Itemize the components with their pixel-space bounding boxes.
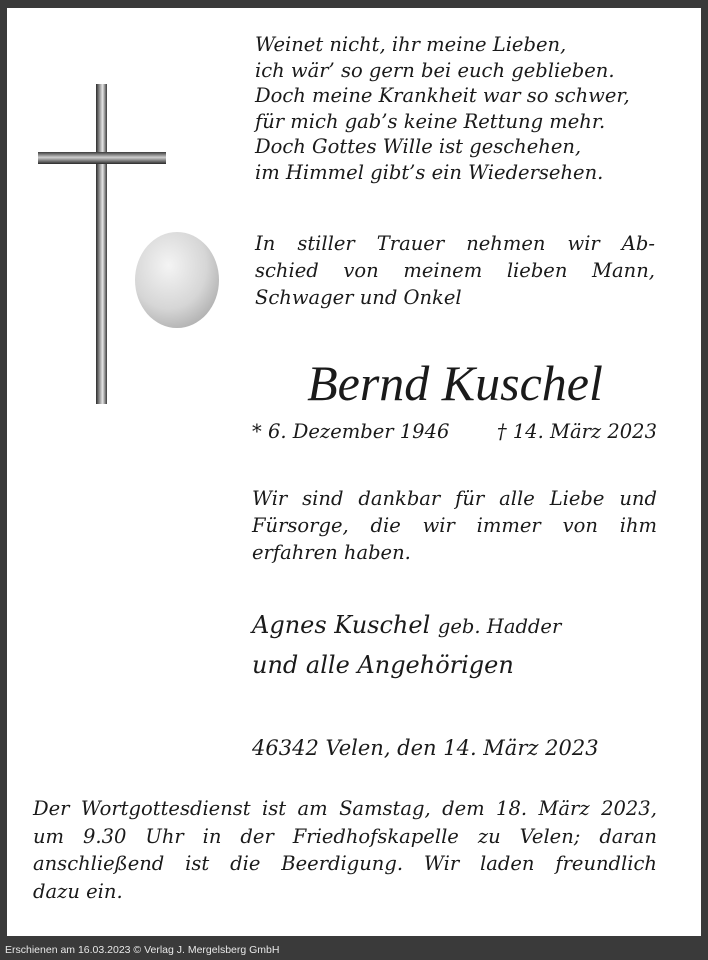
mourner-line	[252, 607, 672, 645]
word: dazu ein.	[33, 879, 123, 903]
announcement-line	[255, 230, 655, 257]
word: Fürsorge,	[252, 514, 349, 537]
word: in	[202, 824, 222, 848]
word: von	[562, 514, 598, 537]
word: Beerdigung.	[281, 852, 404, 875]
word: zu	[477, 824, 501, 848]
other-mourners: und alle Angehörigen	[252, 651, 514, 679]
service-line	[33, 795, 657, 823]
poem-line: für mich gab’s keine Rettung mehr.	[255, 109, 606, 133]
poem-line: Doch meine Krankheit war so schwer,	[255, 84, 630, 107]
word: die	[370, 514, 401, 537]
poem-line: im Himmel gibt’s ein Wiedersehen.	[255, 160, 604, 184]
word: freundlich	[555, 852, 657, 875]
word: Ab-	[621, 232, 655, 255]
announcement-line	[255, 284, 655, 311]
announcement-text	[255, 230, 655, 311]
word: schied	[255, 259, 319, 282]
word: die	[230, 852, 261, 875]
word: März	[538, 797, 590, 820]
death-date: † 14. März 2023	[496, 420, 657, 443]
service-line	[33, 850, 657, 878]
word: Wir	[252, 487, 288, 510]
thanks-text	[252, 485, 657, 566]
word: Velen;	[519, 824, 581, 848]
word: Wortgottesdienst	[80, 797, 251, 820]
word: sind	[302, 487, 344, 510]
service-line	[33, 823, 657, 851]
word: laden	[480, 852, 535, 875]
poem-line: ich wär’ so gern bei euch geblieben.	[255, 58, 615, 82]
word: ist	[262, 797, 287, 820]
deceased-name: Bernd Kuschel	[307, 355, 603, 411]
word: Friedhofskapelle	[292, 824, 459, 848]
word: meinem	[403, 259, 483, 282]
thanks-line	[252, 485, 657, 512]
word: um	[33, 824, 65, 848]
maiden-name: geb. Hadder	[437, 615, 562, 638]
word: Trauer	[376, 232, 445, 255]
word: Mann,	[592, 259, 655, 282]
word: Uhr	[145, 824, 184, 848]
word: 18.	[496, 797, 528, 820]
word: und	[619, 487, 657, 510]
mourner-name: Agnes Kuschel	[252, 611, 431, 639]
word: 2023,	[601, 797, 657, 820]
word: In	[255, 232, 276, 255]
place-and-date: 46342 Velen, den 14. März 2023	[252, 736, 599, 760]
birth-date: * 6. Dezember 1946	[252, 420, 450, 443]
word: ist	[185, 852, 210, 875]
word: dankbar	[358, 487, 441, 510]
word: Wir	[423, 852, 460, 875]
thanks-line	[252, 539, 657, 566]
word: der	[240, 824, 274, 848]
life-dates	[252, 420, 657, 444]
word: am	[297, 797, 328, 820]
mourners-block	[252, 607, 672, 683]
word: 9.30	[83, 824, 127, 848]
service-notice	[33, 795, 657, 905]
poem-line: Doch Gottes Wille ist geschehen,	[255, 135, 582, 158]
poem-line: Weinet nicht, ihr meine Lieben,	[255, 33, 567, 56]
word: lieben	[506, 259, 568, 282]
word: Der	[33, 797, 70, 820]
word: Schwager und Onkel	[255, 286, 462, 309]
word: wir	[422, 514, 455, 537]
word: für	[455, 487, 485, 510]
publication-credit: Erschienen am 16.03.2023 © Verlag J. Mergelsberg GmbH	[5, 944, 280, 956]
word: Samstag,	[339, 797, 431, 820]
word: wir	[567, 232, 600, 255]
word: dem	[442, 797, 485, 820]
word: von	[343, 259, 379, 282]
word: alle	[499, 487, 535, 510]
word: nehmen	[466, 232, 546, 255]
announcement-line	[255, 257, 655, 284]
word: anschließend	[33, 852, 165, 875]
word: Liebe	[549, 487, 605, 510]
word: daran	[599, 824, 657, 848]
word: immer	[476, 514, 541, 537]
cross-icon	[30, 80, 230, 415]
thanks-line	[252, 512, 657, 539]
word: ihm	[619, 514, 657, 537]
poem	[255, 32, 675, 185]
word: erfahren haben.	[252, 541, 411, 564]
word: stiller	[297, 232, 355, 255]
service-line	[33, 878, 657, 906]
